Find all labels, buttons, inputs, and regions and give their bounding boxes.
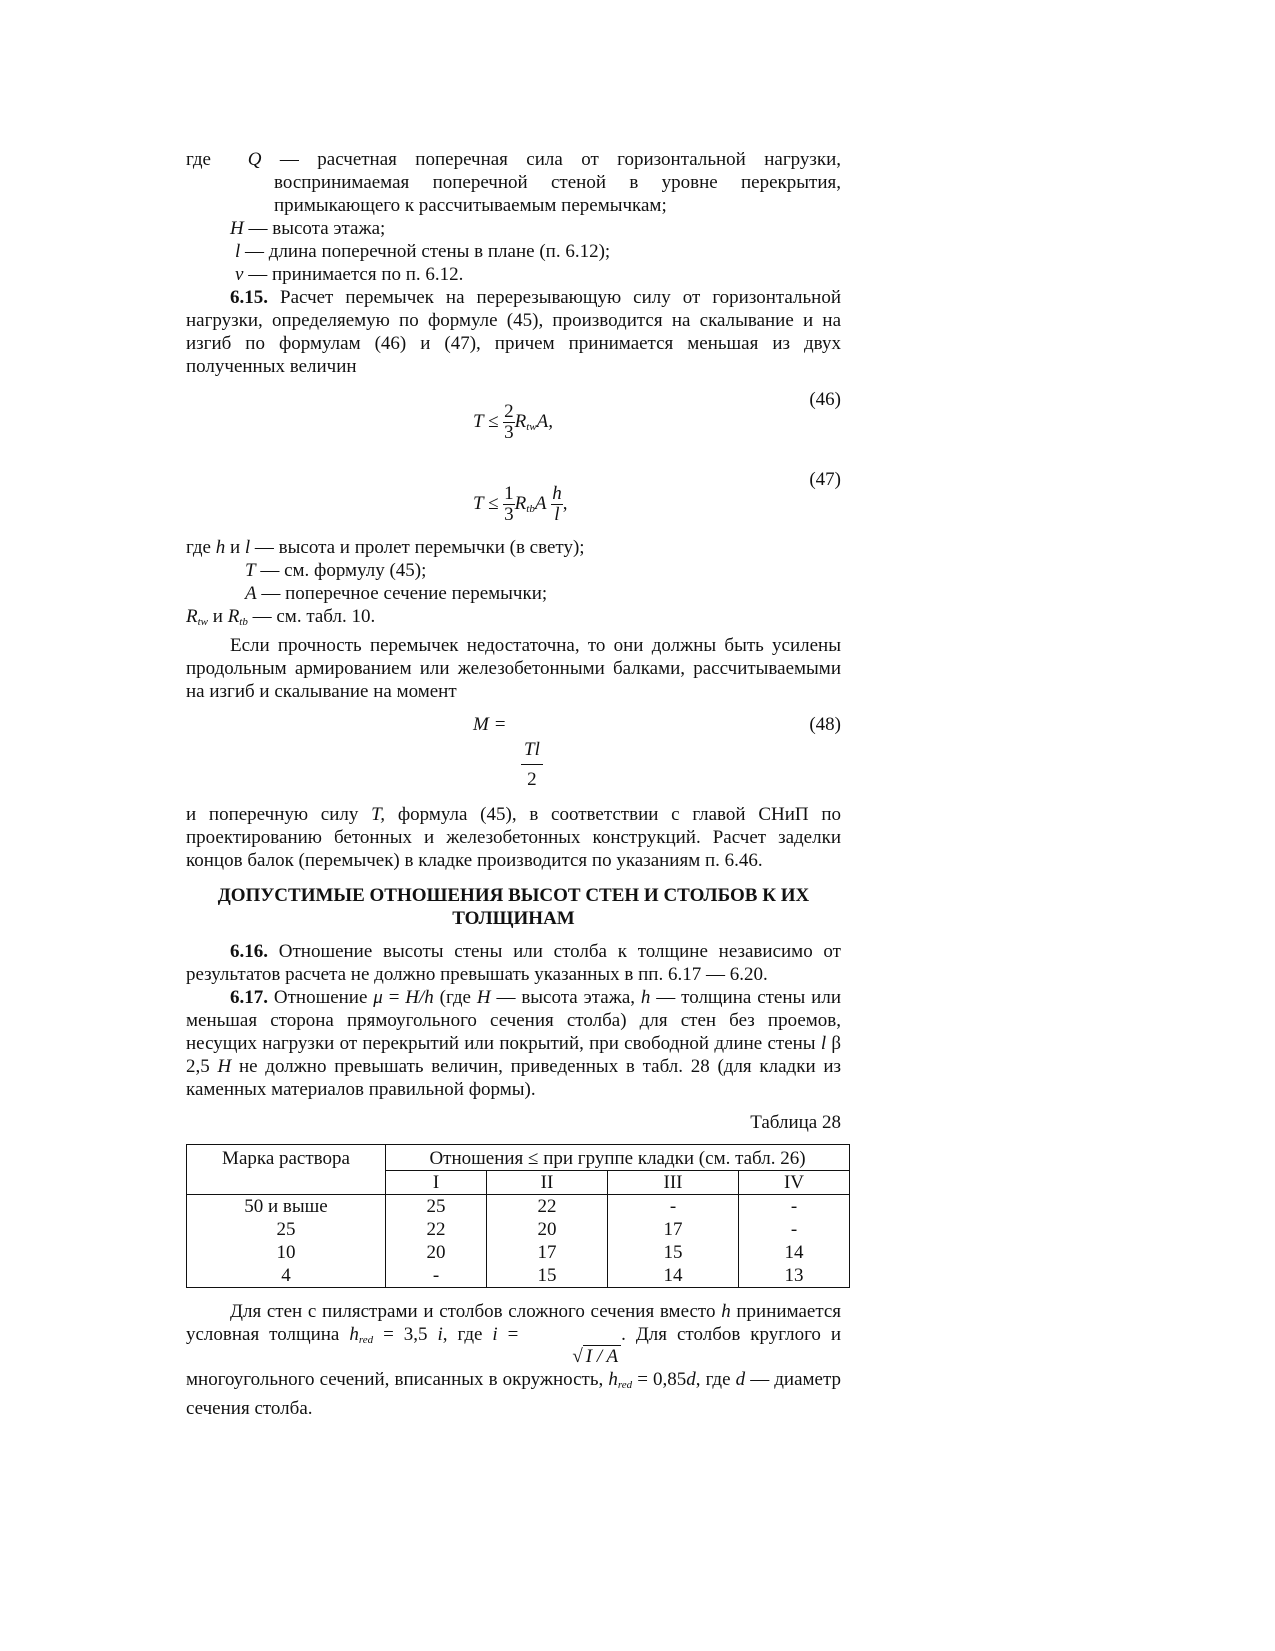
equation-number: (46) — [809, 389, 841, 410]
numerator: 2 — [504, 401, 514, 422]
table-cell: 14 — [608, 1264, 739, 1288]
table-cell: 25 — [187, 1218, 386, 1241]
symbol-l: l — [820, 1033, 827, 1054]
definition-v — [186, 263, 841, 286]
table-cell: 20 — [386, 1241, 487, 1264]
def-lead: где — [186, 537, 211, 558]
fraction — [521, 735, 543, 794]
paragraph-text: Расчет перемычек на перерезывающую силу от горизонтальной нагрузки, определяемую по формуле (45), производится на скалывание и на изгиб по формулам (46) и (47), причем принимается меньшая из двух полученных величин — [186, 287, 842, 377]
symbol-r: R — [514, 492, 527, 514]
definition-a — [186, 582, 841, 605]
symbol-l: l — [235, 241, 241, 262]
subscript: tw — [526, 420, 537, 433]
column-header-group: Отношения ≤ при группе кладки (см. табл. 26) — [386, 1145, 850, 1171]
definition-r — [186, 605, 841, 634]
symbol-i: i — [437, 1324, 443, 1345]
table-cell: 25 — [386, 1195, 487, 1219]
text: = — [388, 987, 400, 1008]
def-l-text: — длина поперечной стены в плане (п. 6.12); — [245, 241, 611, 262]
text: — высота этажа, — [496, 987, 636, 1008]
fraction — [503, 484, 515, 525]
text: , где — [695, 1369, 731, 1390]
definition-t — [186, 559, 841, 582]
denominator: 2 — [527, 769, 537, 790]
radicand: I / A — [583, 1345, 621, 1367]
table-cell: 22 — [487, 1195, 608, 1219]
text: — диаметр сечения столба. — [186, 1369, 842, 1419]
text: и поперечную силу — [186, 804, 359, 825]
denominator: 3 — [504, 422, 514, 443]
formula-tail: , — [562, 492, 568, 514]
text: = 0,85 — [637, 1369, 687, 1390]
formula-body — [473, 484, 567, 525]
text: . Для столбов круглого и многоугольного сечений, вписанных в окружность, — [186, 1324, 842, 1390]
table-cell: 4 — [187, 1264, 386, 1288]
formula-body — [473, 402, 553, 443]
text: Для стен с пилястрами и столбов сложного сечения вместо — [230, 1301, 716, 1322]
symbol-mu: μ — [373, 987, 383, 1008]
formula-lhs: T ≤ — [473, 492, 499, 514]
equation-number: (48) — [809, 714, 841, 735]
table-cell: 14 — [739, 1241, 850, 1264]
clause-number: 6.16. — [230, 941, 268, 962]
table-cell: 20 — [487, 1218, 608, 1241]
formula-46 — [186, 388, 841, 468]
table-cell: 17 — [608, 1218, 739, 1241]
equation-number: (47) — [809, 469, 841, 490]
fraction — [551, 484, 563, 525]
table-cell: 22 — [386, 1218, 487, 1241]
clause-number: 6.15. — [230, 287, 268, 308]
table-row — [187, 1195, 850, 1219]
text: = 3,5 — [383, 1324, 428, 1345]
formula-48 — [186, 713, 841, 803]
group-header: I — [386, 1171, 487, 1195]
table-cell: - — [386, 1264, 487, 1288]
formula-lhs: T ≤ — [473, 410, 499, 432]
formula-47 — [186, 468, 841, 536]
paragraph-text: Отношение высоты стены или столба к толщине независимо от результатов расчета не должно превышать указанных в пп. 6.17 — 6.20. — [186, 941, 841, 985]
paragraph-final — [186, 1300, 841, 1420]
subscript: red — [617, 1379, 633, 1391]
paragraph-6-15 — [186, 286, 841, 378]
paragraph-after-48 — [186, 803, 841, 872]
def-q-text: — расчетная поперечная сила от горизонтальной нагрузки, воспринимаемая поперечной стеной в уровне перекрытия, примыкающего к рассчитываемым перемычкам; — [274, 149, 842, 216]
def-hl-text: — высота и пролет перемычки (в свету); — [254, 537, 585, 558]
definition-l — [186, 240, 841, 263]
numerator: Tl — [521, 735, 543, 765]
column-header-brand: Марка раствора — [187, 1145, 386, 1195]
table-cell: 15 — [487, 1264, 608, 1288]
text: , где — [442, 1324, 483, 1345]
table-header-row — [187, 1145, 850, 1171]
symbol-t: T, — [371, 804, 386, 825]
symbol-h-upper: H — [476, 987, 491, 1008]
symbol-a: A — [534, 492, 547, 514]
symbol-h: h — [640, 987, 651, 1008]
symbol-h: h — [608, 1369, 618, 1390]
def-lead: где — [186, 149, 211, 170]
definition-q — [186, 148, 841, 217]
def-h-text: — высота этажа; — [248, 218, 386, 239]
group-header: II — [487, 1171, 608, 1195]
subscript: red — [358, 1334, 374, 1346]
text: (где — [439, 987, 471, 1008]
formula-tail: A, — [536, 410, 554, 432]
symbol-r: R — [186, 606, 198, 627]
table-cell: 15 — [608, 1241, 739, 1264]
symbol-l: l — [244, 537, 251, 558]
text: не должно превышать величин, приведенных в табл. 28 (для кладки из каменных материалов правильной формы). — [186, 1056, 842, 1100]
symbol-a: A — [245, 583, 257, 604]
table-cell: - — [739, 1195, 850, 1219]
square-root: √ I / A — [528, 1345, 621, 1368]
table-28 — [186, 1144, 850, 1288]
document-page — [186, 148, 841, 1420]
paragraph-weak-lintels: Если прочность перемычек недостаточна, то они должны быть усилены продольным армированием или железобетонными балками, рассчитываемыми на изгиб и скалывание на момент — [186, 635, 841, 702]
table-row — [187, 1241, 850, 1264]
subscript: tb — [526, 502, 535, 515]
denominator: 3 — [504, 504, 514, 525]
formula-lhs: M = — [473, 714, 507, 735]
conjunction: и — [229, 537, 241, 558]
symbol-ratio: H/h — [405, 987, 434, 1008]
text: β 2,5 — [186, 1033, 842, 1077]
text: Отношение — [273, 987, 368, 1008]
numerator: 1 — [504, 483, 514, 504]
def-v-text: — принимается по п. 6.12. — [248, 264, 464, 285]
symbol-d: d — [735, 1369, 746, 1390]
table-row — [187, 1218, 850, 1241]
text: принимается условная толщина — [186, 1301, 842, 1345]
symbol-d: d — [686, 1369, 696, 1390]
subscript: tw — [197, 616, 209, 628]
fraction — [503, 402, 515, 443]
symbol-t: T — [245, 560, 256, 581]
subscript: tb — [239, 616, 248, 628]
symbol-h: h — [721, 1301, 731, 1322]
denominator: l — [554, 504, 560, 525]
table-row — [187, 1264, 850, 1288]
def-t-text: — см. формулу (45); — [260, 560, 427, 581]
numerator: h — [552, 483, 562, 504]
table-cell: 50 и выше — [187, 1195, 386, 1219]
symbol-q: Q — [247, 149, 262, 170]
text: = — [507, 1324, 519, 1345]
def-r-text: — см. табл. 10. — [252, 606, 376, 627]
symbol-v: v — [235, 264, 244, 285]
symbol-h-upper: H — [217, 1056, 232, 1077]
table-cell: - — [739, 1218, 850, 1241]
table-cell: 13 — [739, 1264, 850, 1288]
paragraph-6-17 — [186, 986, 841, 1101]
clause-number: 6.17. — [230, 987, 268, 1008]
table-cell: 10 — [187, 1241, 386, 1264]
table-cell: - — [608, 1195, 739, 1219]
symbol-h: h — [349, 1324, 359, 1345]
text: формула (45), в соответствии с главой СНиП по проектированию бетонных и железобетонных конструкций. Расчет заделки концов балок (перемычек) в кладке производится по указаниям п. 6.46. — [186, 804, 842, 871]
text: — толщина стены или меньшая сторона прямоугольного сечения столба) для стен без проемов, несущих нагрузки от перекрытий или покрытий, при свободной длине стены — [186, 987, 841, 1054]
symbol-h: H — [230, 218, 244, 239]
symbol-r: R — [227, 606, 240, 627]
paragraph-6-16 — [186, 940, 841, 986]
definition-h — [186, 217, 841, 240]
conjunction: и — [212, 606, 223, 627]
table-cell: 17 — [487, 1241, 608, 1264]
definition-hl — [186, 536, 841, 559]
table-caption: Таблица 28 — [750, 1112, 841, 1133]
section-heading: ДОПУСТИМЫЕ ОТНОШЕНИЯ ВЫСОТ СТЕН И СТОЛБОВ К ИХ ТОЛЩИНАМ — [217, 885, 810, 929]
symbol-i: i — [492, 1324, 498, 1345]
group-header: III — [608, 1171, 739, 1195]
symbol-h: h — [215, 537, 226, 558]
symbol-r: R — [514, 410, 527, 432]
def-a-text: — поперечное сечение перемычки; — [261, 583, 548, 604]
group-header: IV — [739, 1171, 850, 1195]
